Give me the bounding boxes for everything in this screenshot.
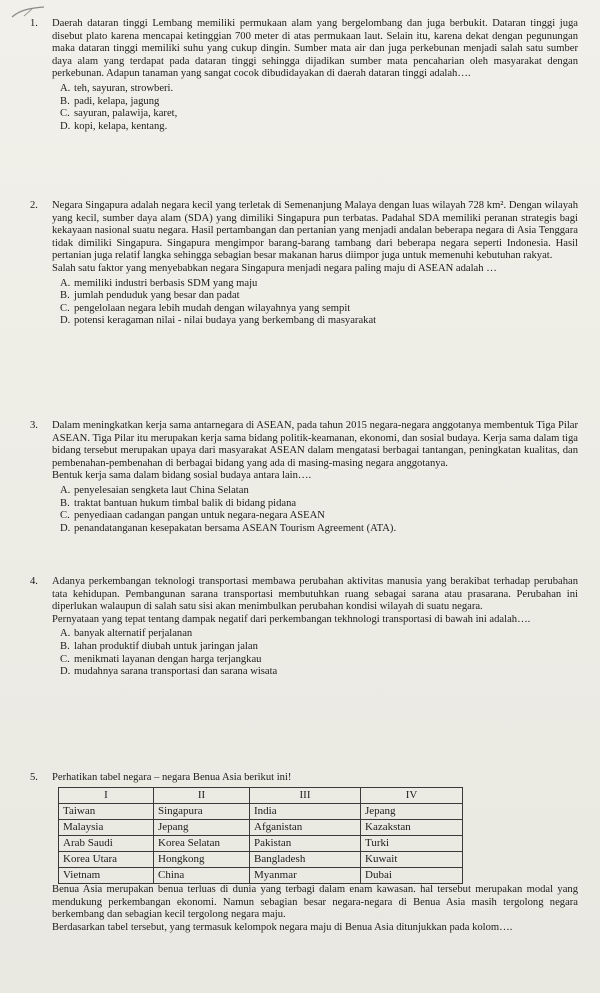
option-d[interactable]: D. mudahnya sarana transportasi dan sarana wisata	[60, 666, 278, 678]
option-c[interactable]: C. pengelolaan negara lebih mudah dengan wilayahnya yang sempit	[60, 302, 351, 314]
table-header-row	[59, 787, 463, 803]
option-d[interactable]: D. potensi keragaman nilai - nilai budaya yang berkembang di masyarakat	[60, 315, 377, 327]
table-cell: Kazakstan	[361, 819, 463, 835]
option-c[interactable]: C. menikmati layanan dengan harga terjangkau	[60, 653, 262, 665]
question-2	[30, 200, 578, 328]
table-cell: Korea Selatan	[154, 835, 250, 851]
table-row	[59, 819, 463, 835]
option-c[interactable]: C. sayuran, palawija, karet,	[60, 108, 178, 120]
option-a[interactable]: A. memiliki industri berbasis SDM yang maju	[60, 277, 258, 289]
column-header: IV	[361, 787, 463, 803]
option-b[interactable]: B. padi, kelapa, jagung	[60, 95, 160, 107]
question-prompt: Bentuk kerja sama dalam bidang sosial budaya antara lain….	[52, 470, 312, 482]
question-5	[30, 772, 578, 884]
table-cell: Vietnam	[59, 867, 154, 883]
question-stem: Adanya perkembangan teknologi transportasi membawa perubahan aktivitas manusia yang berakibat terhadap perubahan tata kehidupan. Pembangunan sarana transportasi membutuhkan ruang sebagai sarana atau prasarana. Perubahan ini diperlukan walaupun di salah satu sisi akan menimbulkan perubahan kondisi wilayah di suatu negara.	[52, 576, 578, 613]
answer-options	[60, 628, 578, 678]
question-intro: Perhatikan tabel negara – negara Benua Asia berikut ini!	[52, 772, 292, 783]
question-3	[30, 420, 578, 535]
table-cell: Afganistan	[250, 819, 361, 835]
table-cell: Myanmar	[250, 867, 361, 883]
table-cell: Arab Saudi	[59, 835, 154, 851]
option-d[interactable]: D. penandatanganan kesepakatan bersama ASEAN Tourism Agreement (ATA).	[60, 522, 397, 534]
question-4	[30, 576, 578, 679]
question-prompt: Pernyataan yang tepat tentang dampak negatif dari perkembangan tekhnologi transportasi di bawah ini adalah….	[52, 613, 531, 625]
table-row	[59, 803, 463, 819]
question-prompt: Berdasarkan tabel tersebut, yang termasuk kelompok negara maju di Benua Asia ditunjukkan pada kolom….	[52, 921, 513, 933]
option-c[interactable]: C. penyediaan cadangan pangan untuk negara-negara ASEAN	[60, 510, 325, 522]
question-number: 1.	[30, 18, 38, 29]
answer-options	[60, 83, 578, 133]
option-b[interactable]: B. lahan produktif diubah untuk jaringan jalan	[60, 640, 258, 652]
question-number: 5.	[30, 772, 38, 783]
column-header: I	[59, 787, 154, 803]
table-cell: India	[250, 803, 361, 819]
answer-options	[60, 485, 578, 535]
table-cell: Turki	[361, 835, 463, 851]
column-header: III	[250, 787, 361, 803]
answer-options	[60, 278, 578, 328]
question-stem: Benua Asia merupakan benua terluas di dunia yang terbagi dalam enam kawasan. hal tersebut merupakan modal yang mendukung perkembangan ekonomi. Namun sebagian besar negara-negara di Benua Asia masih tergolong negara berkembang dan sebagian kecil tergolong negara maju.	[52, 884, 578, 921]
question-stem: Dalam meningkatkan kerja sama antarnegara di ASEAN, pada tahun 2015 negara-negara anggotanya membentuk Tiga Pilar ASEAN. Tiga Pilar itu merupakan kerja sama bidang politik-keamanan, ekonomi, dan sosial budaya. Kerja sama dalam tiga bidang tersebut merupakan upaya dari masyarakat ASEAN dalam mengatasi berbagai tantangan, peningkatan kualitas, dan pembenahan-pembenahan di berbagai bidang yang ada di masing-masing negara anggotanya.	[52, 420, 578, 469]
table-cell: Pakistan	[250, 835, 361, 851]
table-cell: Singapura	[154, 803, 250, 819]
table-row	[59, 835, 463, 851]
table-cell: Bangladesh	[250, 851, 361, 867]
table-cell: Taiwan	[59, 803, 154, 819]
option-b[interactable]: B. jumlah penduduk yang besar dan padat	[60, 290, 240, 302]
question-number: 2.	[30, 200, 38, 211]
option-d[interactable]: D. kopi, kelapa, kentang.	[60, 120, 168, 132]
table-cell: Korea Utara	[59, 851, 154, 867]
table-cell: Hongkong	[154, 851, 250, 867]
question-number: 3.	[30, 420, 38, 431]
question-1	[30, 18, 578, 133]
column-header: II	[154, 787, 250, 803]
table-cell: China	[154, 867, 250, 883]
option-a[interactable]: A. teh, sayuran, strowberi.	[60, 82, 174, 94]
option-b[interactable]: B. traktat bantuan hukum timbal balik di bidang pidana	[60, 497, 297, 509]
question-stem: Daerah dataran tinggi Lembang memiliki permukaan alam yang bergelombang dan juga berbukit. Dataran tinggi juga disebut plato karena mencapai ketinggian 700 meter di atas permukaan laut. Selain itu, karena dekat dengan pegunungan maka dataran tinggi memiliki suhu yang cukup dingin. Sumber mata air dan juga perkebunan menjadi salah satu sumber daya alam yang terdapat pada dataran tinggi sehingga dijadikan sumber mata pencaharian oleh masyarakat dengan perkebunan. Adapun tanaman yang sangat cocok dibudidayakan di daerah dataran tinggi adalah….	[52, 18, 578, 80]
table-cell: Jepang	[361, 803, 463, 819]
table-row	[59, 867, 463, 883]
table-row	[59, 851, 463, 867]
table-cell: Jepang	[154, 819, 250, 835]
question-5-text	[52, 884, 578, 934]
option-a[interactable]: A. banyak alternatif perjalanan	[60, 628, 193, 640]
question-prompt: Salah satu faktor yang menyebabkan negara Singapura menjadi negara paling maju di ASEAN adalah …	[52, 262, 497, 274]
table-cell: Malaysia	[59, 819, 154, 835]
option-a[interactable]: A. penyelesaian sengketa laut China Selatan	[60, 484, 249, 496]
asian-countries-table	[58, 787, 463, 884]
question-number: 4.	[30, 576, 38, 587]
question-stem: Negara Singapura adalah negara kecil yang terletak di Semenanjung Malaya dengan luas wilayah 728 km². Dengan wilayah yang kecil, sumber daya alam (SDA) yang dimiliki Singapura pun terbatas. Padahal SDA memiliki peranan strategis bagi kekayaan nasional suatu negara. Hasil pertambangan dan pertanian yang menjadi andalan beberapa negara di Asia Tenggara tidak dimiliki Singapura. Singapura mengimpor barang-barang tambang dari beberapa negara seperti Indonesia. Hasil pertanian juga relatif langka sehingga sebagian besar makanan harus diimpor juga untuk memenuhi kebutuhan rakyat.	[52, 200, 578, 262]
table-cell: Dubai	[361, 867, 463, 883]
table-cell: Kuwait	[361, 851, 463, 867]
